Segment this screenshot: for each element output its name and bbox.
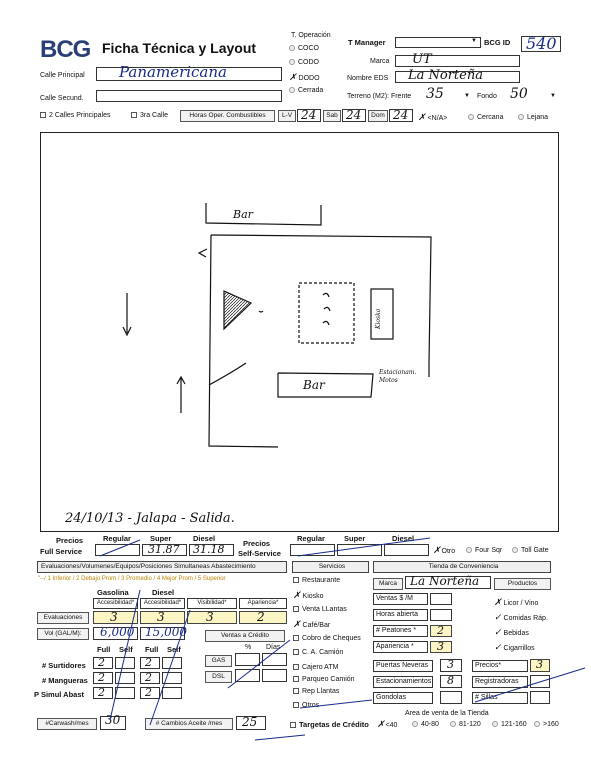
dsl-credit-dias[interactable] (262, 669, 287, 682)
psimul-gas-self[interactable] (115, 687, 135, 699)
checkbox-icon (290, 722, 296, 728)
servicio-venta-llantas[interactable]: Venta LLantas (293, 606, 347, 613)
self-diesel-field[interactable] (384, 544, 429, 556)
estacionamientos-field[interactable]: 8 (440, 675, 462, 688)
checkbox-icon (293, 664, 299, 670)
tienda-header: Tienda de Conveniencia (373, 561, 551, 573)
checkmark-icon: ✓ (494, 643, 502, 653)
gas-credit-dias[interactable] (262, 653, 287, 666)
t-manager-label: T Manager (348, 38, 386, 47)
cambios-aceite-button[interactable]: # Cambios Aceite /mes (145, 718, 233, 730)
otro-option[interactable]: ✗Otro (433, 546, 456, 556)
calle-principal-label: Calle Principal (40, 72, 85, 79)
servicio-restaurante[interactable]: Restaurante (293, 577, 340, 584)
ventas-mes-label: Ventas $ /M (373, 593, 428, 605)
mangueras-dsl-self[interactable] (162, 672, 182, 684)
peatones-label: # Peatones * (373, 625, 428, 637)
puertas-neveras-label: Puertas Neveras (373, 660, 433, 672)
checkbox-icon (293, 688, 299, 694)
registradoras-field[interactable] (530, 675, 550, 688)
evaluaciones-button[interactable]: Evaluaciones (37, 612, 89, 624)
checkbox-icon (293, 577, 299, 583)
calle-principal-field[interactable]: Panamericana (96, 67, 282, 81)
checkbox-icon (131, 112, 137, 118)
servicio-cafe-bar[interactable]: ✗ Café/Bar (293, 620, 331, 630)
ventas-mes-field[interactable] (430, 593, 452, 605)
self-col-label: Self (119, 645, 133, 654)
radio-icon (412, 721, 418, 727)
four-sqr-option[interactable]: Four Sqr (466, 547, 502, 554)
self-super-field[interactable] (337, 544, 382, 556)
gas-credit-button[interactable]: GAS (205, 655, 232, 667)
bar-top-label: Bar (233, 208, 253, 221)
psimul-dsl-self[interactable] (162, 687, 182, 699)
horas-oper-button[interactable]: Horas Oper. Combustibles (180, 110, 275, 122)
vol-diesel-field[interactable]: 15,000 (140, 627, 185, 640)
dom-button[interactable]: Dom (368, 110, 388, 122)
lejana-option[interactable]: Lejana (518, 114, 548, 121)
dias-label: Días (266, 644, 281, 651)
peatones-field[interactable]: 2 (430, 625, 452, 637)
self-service-label: Self-Service (238, 549, 281, 558)
radio-icon (534, 721, 540, 727)
gondolas-field[interactable] (440, 691, 462, 704)
radio-icon (450, 721, 456, 727)
checkmark-icon: ✗ (377, 720, 385, 730)
nombre-eds-field[interactable]: La Norteña (395, 71, 520, 83)
horas-abierta-label: Horas abierta (373, 609, 428, 621)
col-accesibilidad-1: Accesibilidad* (93, 598, 138, 609)
area-option-81-120[interactable]: 81-120 (450, 721, 481, 728)
self-regular-label: Regular (297, 534, 325, 543)
layout-drawing-area[interactable] (40, 132, 559, 532)
psimul-gas-full[interactable]: 2 (93, 687, 113, 699)
carwash-field[interactable]: 30 (100, 716, 126, 730)
col-accesibilidad-2: Accesibilidad* (140, 598, 185, 609)
lv-field[interactable]: 24 (297, 109, 321, 122)
apariencia-label: Apariencia * (373, 641, 428, 653)
ventas-credito-button[interactable]: Ventas a Crédito (205, 630, 285, 642)
psimul-label: P Simul Abast (34, 690, 85, 699)
self-super-label: Super (344, 534, 366, 543)
gondolas-label: Gondolas (373, 692, 433, 704)
frente-select[interactable]: 35 ▼ (426, 86, 470, 102)
mangueras-dsl-full[interactable]: 2 (140, 672, 160, 684)
checkmark-icon: ✗ (289, 73, 297, 83)
surtidores-label: # Surtidores (42, 661, 86, 670)
precios-label: Precios (56, 536, 84, 545)
checkbox-icon (40, 112, 46, 118)
dsl-credit-button[interactable]: DSL (205, 671, 232, 683)
producto-comidas[interactable]: ✓ Comidas Ráp. (494, 613, 548, 623)
area-option-lt40[interactable]: ✗<40 (377, 720, 398, 730)
checkmark-icon: ✗ (293, 620, 301, 630)
area-venta-label: Area de venta de la Tienda (405, 710, 489, 717)
self-precios-label: Precios (243, 539, 271, 548)
vol-gasolina-field[interactable]: 6,000 (93, 627, 138, 640)
tienda-marca-button[interactable]: Marca (373, 578, 403, 590)
servicio-parqueo-camion[interactable]: Parqueo Camión (293, 676, 355, 683)
eval-apariencia[interactable]: 2 (239, 611, 287, 624)
servicio-otros[interactable]: Otros (293, 702, 319, 709)
eval-visibilidad[interactable]: 3 (187, 611, 237, 624)
checkbox-icon (293, 606, 299, 612)
sillas-label: # Sillas (472, 692, 528, 704)
fondo-label: Fondo (477, 93, 497, 100)
registradoras-label: Registradoras (472, 676, 528, 688)
producto-cigarrillos[interactable]: ✓ Cigarrillos (494, 643, 535, 653)
horas-abierta-field[interactable] (430, 609, 452, 621)
precios-tienda-label: Precios* (472, 660, 528, 672)
radio-icon (512, 547, 518, 553)
checkmark-icon: ✓ (494, 613, 502, 623)
checkmark-icon: ✗ (418, 113, 426, 123)
kiosko-label: Kiosko (375, 308, 382, 329)
productos-button[interactable]: Productos (494, 578, 551, 590)
surtidores-dsl-self[interactable] (162, 657, 182, 669)
t-operacion-label: T. Operación (291, 32, 331, 39)
chevron-down-icon: ▼ (471, 38, 477, 44)
radio-icon (466, 547, 472, 553)
area-option-121-160[interactable]: 121-160 (492, 721, 527, 728)
full-super-field[interactable]: 31.87 (142, 544, 187, 556)
dom-field[interactable]: 24 (389, 109, 413, 122)
gas-credit-pct[interactable] (235, 653, 260, 666)
nombre-eds-label: Nombre EDS (347, 75, 389, 82)
radio-icon (289, 87, 295, 93)
radio-icon (289, 59, 295, 65)
checkbox-icon (293, 635, 299, 641)
bcg-id-label: BCG ID (484, 38, 511, 47)
eval-gas-accesibilidad[interactable]: 3 (93, 611, 138, 624)
full-service-label: Full Service (40, 547, 83, 556)
servicio-ca-camion[interactable]: C. A. Camión (293, 649, 343, 656)
cercana-option[interactable]: Cercana (468, 114, 503, 121)
checkmark-icon: ✗ (433, 546, 441, 556)
targetas-credito-label[interactable]: Targetas de Crédito (290, 720, 369, 729)
layout-sketch (41, 133, 560, 533)
lv-button[interactable]: L-V (278, 110, 296, 122)
dsl-credit-pct[interactable] (235, 669, 260, 682)
precios-tienda-field[interactable]: 3 (530, 659, 550, 672)
bcg-id-field[interactable]: 540 (521, 36, 561, 52)
dos-calles-checkbox[interactable]: 2 Calles Principales (40, 112, 110, 119)
servicio-kiosko[interactable]: ✗ Kiosko (293, 591, 324, 601)
surtidores-gas-full[interactable]: 2 (93, 657, 113, 669)
checkbox-icon (293, 702, 299, 708)
self-diesel-label: Diesel (392, 534, 415, 543)
checkbox-icon (293, 649, 299, 655)
fondo-select[interactable]: 50 ▼ (510, 86, 556, 102)
full2-col-label: Full (145, 645, 159, 654)
diesel-col-label: Diesel (152, 588, 175, 597)
super-label: Super (150, 534, 172, 543)
servicio-cajero-atm[interactable]: Cajero ATM (293, 664, 338, 671)
chevron-down-icon: ▼ (550, 93, 556, 99)
calle-secund-field[interactable] (96, 90, 282, 102)
col-apariencia: Apariencia* (239, 598, 287, 609)
op-option-cerrada[interactable]: Cerrada (289, 87, 323, 94)
producto-bebidas[interactable]: ✓ Bebidas (494, 628, 529, 638)
mangueras-label: # Mangueras (42, 676, 88, 685)
mangueras-gas-full[interactable]: 2 (93, 672, 113, 684)
op-option-codo[interactable]: CODO (289, 59, 319, 66)
puertas-neveras-field[interactable]: 3 (440, 659, 462, 672)
sab-button[interactable]: Sab (323, 110, 341, 122)
op-option-coco[interactable]: COCO (289, 45, 319, 52)
terreno-frente-label: Terreno (M2): Frente (347, 93, 412, 100)
radio-icon (468, 114, 474, 120)
pct-label: % (245, 644, 252, 651)
vol-gal-button[interactable]: Vol (GAL/M): (37, 628, 89, 640)
marca-field[interactable]: UT (395, 55, 520, 67)
na-option[interactable]: ✗ <N/A> (418, 113, 448, 123)
bar-bottom-label: Bar (303, 378, 325, 392)
checkmark-icon: ✗ (494, 598, 502, 608)
sillas-field[interactable] (530, 691, 550, 704)
t-manager-select[interactable] (395, 37, 481, 48)
checkmark-icon: ✗ (293, 591, 301, 601)
tienda-marca-field[interactable]: La Norteña (405, 576, 491, 589)
area-option-40-80[interactable]: 40-80 (412, 721, 439, 728)
full-col-label: Full (97, 645, 111, 654)
toll-gate-option[interactable]: Toll Gate (512, 547, 549, 554)
apariencia-field[interactable]: 3 (430, 641, 452, 653)
marca-label: Marca (370, 58, 390, 65)
servicio-rep-llantas[interactable]: Rep Llantas (293, 688, 339, 695)
chevron-down-icon: ▼ (464, 93, 470, 99)
full-diesel-field[interactable]: 31.18 (189, 544, 234, 556)
checkbox-icon (293, 676, 299, 682)
servicios-header: Servicios (292, 561, 369, 573)
surtidores-dsl-full[interactable]: 2 (140, 657, 160, 669)
eval-diesel-accesibilidad[interactable]: 3 (140, 611, 185, 624)
eval-scale-legend: "--/ 1 Inferior / 2 Debajo Prom / 3 Promedio / 4 Mejor Prom / 5 Superior (38, 576, 226, 582)
estacionamiento-note: Estacionam. Motos (379, 369, 417, 384)
bcg-logo: BCG (40, 36, 91, 63)
sab-field[interactable]: 24 (342, 109, 366, 122)
full-regular-field[interactable] (95, 544, 140, 556)
area-option-gt160[interactable]: >160 (534, 721, 559, 728)
op-option-dodo[interactable]: ✗ DODO (289, 73, 320, 83)
producto-licor[interactable]: ✗ Licor / Vino (494, 598, 539, 608)
servicio-cobro-cheques[interactable]: Cobro de Cheques (293, 635, 361, 642)
mangueras-gas-self[interactable] (115, 672, 135, 684)
regular-label: Regular (103, 534, 131, 543)
psimul-dsl-full[interactable]: 2 (140, 687, 160, 699)
date-location-note: 24/10/13 - Jalapa - Salida. (65, 511, 235, 526)
self-regular-field[interactable] (290, 544, 335, 556)
self2-col-label: Self (167, 645, 181, 654)
radio-icon (492, 721, 498, 727)
diesel-label: Diesel (193, 534, 216, 543)
cambios-aceite-field[interactable]: 25 (236, 716, 266, 730)
radio-icon (289, 45, 295, 51)
carwash-button[interactable]: #Carwash/mes (37, 718, 97, 730)
evaluaciones-header-bar: Evaluaciones/Volumenes/Equipos/Posiciones Simultaneas Abastecimiento (37, 561, 287, 573)
radio-icon (518, 114, 524, 120)
checkmark-icon: ✓ (494, 628, 502, 638)
gasolina-label: Gasolina (97, 588, 129, 597)
form-title: Ficha Técnica y Layout (102, 40, 257, 56)
tercera-calle-checkbox[interactable]: 3ra Calle (131, 112, 168, 119)
col-visibilidad: Visibilidad* (187, 598, 237, 609)
calle-secund-label: Calle Secund. (40, 95, 84, 102)
surtidores-gas-self[interactable] (115, 657, 135, 669)
estacionamientos-label: Estacionamientos (373, 676, 433, 688)
